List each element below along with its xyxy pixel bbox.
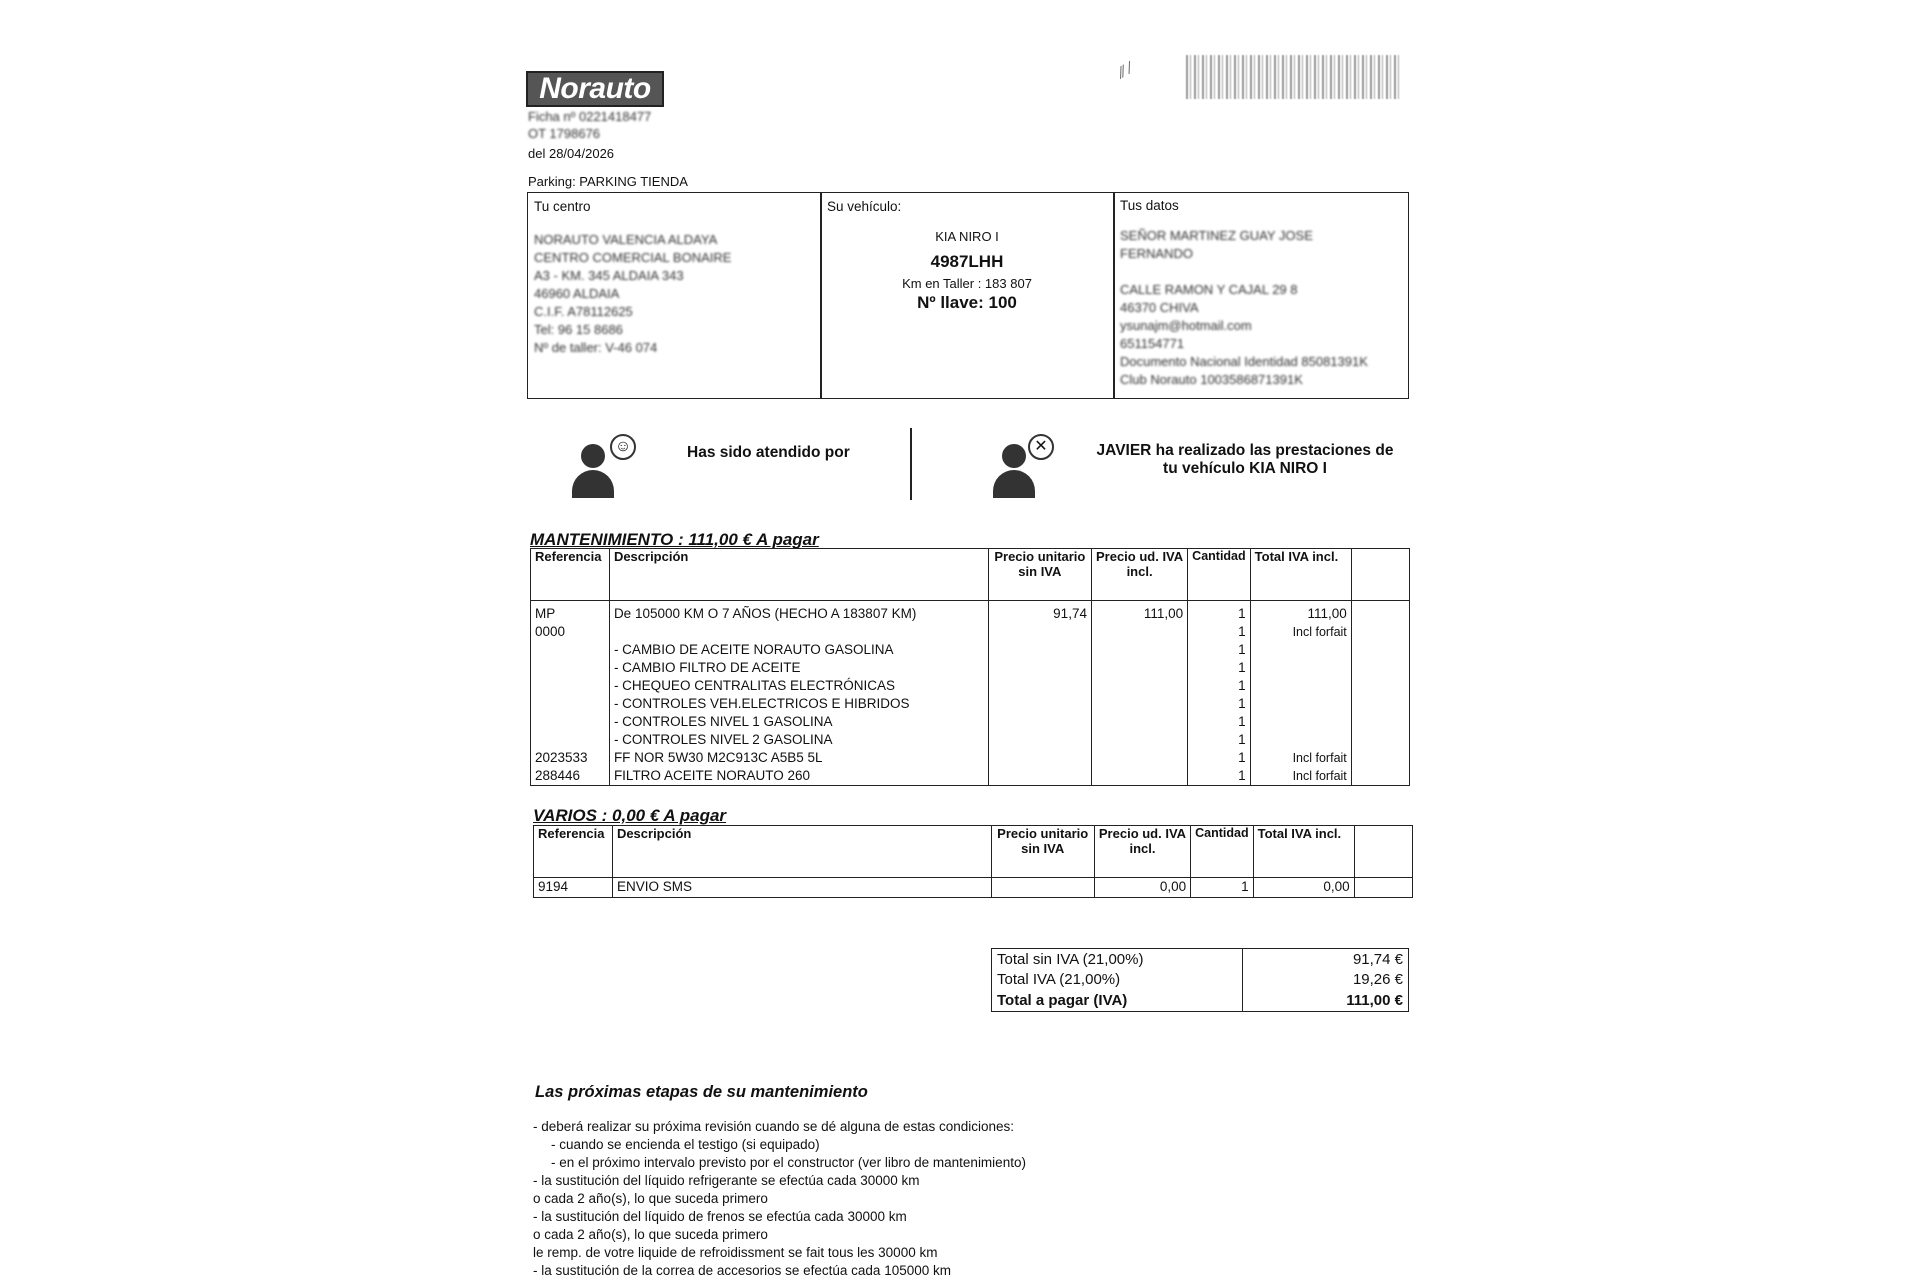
invoice-date: del 28/04/2026: [528, 146, 615, 161]
col-precio-iva: Precio ud. IVA incl.: [1091, 549, 1187, 601]
attended-by-label: Has sido atendido por: [687, 444, 850, 461]
next-steps-text: - deberá realizar su próxima revisión cuando se dé alguna de estas condiciones: - cuando se encienda el testigo (si equipado) - en el próximo intervalo previsto por el constructor (ver libro de mantenimiento) - la sustitución del líquido refrigerante se efectúa cada 30000 km o cada 2 año(s), lo que suceda primero - la sustitución del líquido de frenos se efectúa cada 30000 km o cada 2 año(s), lo que suceda primero le remp. de votre liquide de refroidissment se fait tous les 30000 km - la sustitución de la correa de accesorios se efectúa cada 105000 km: [533, 1119, 1026, 1278]
table-row: 2023533 FF NOR 5W30 M2C913C A5B5 5L 1 Incl forfait: [531, 749, 1410, 767]
key-number: Nº llave: 100: [917, 293, 1017, 312]
norauto-logo: Norauto: [526, 71, 664, 107]
table-row: MP De 105000 KM O 7 AÑOS (HECHO A 183807 KM) 91,74 111,00 1 111,00: [531, 601, 1410, 624]
varios-title: VARIOS : 0,00 € A pagar: [533, 806, 727, 825]
centro-address: NORAUTO VALENCIA ALDAYA CENTRO COMERCIAL BONAIRE A3 - KM. 345 ALDAIA 343 46960 ALDAIA C.I.F. A78112625 Tel: 96 15 8686 Nº de taller: V-46 074: [534, 232, 732, 355]
parking-label: Parking: PARKING TIENDA: [528, 174, 688, 189]
customer-data: SEÑOR MARTINEZ GUAY JOSE FERNANDO CALLE RAMON Y CAJAL 29 8 46370 CHIVA ysunajm@hotmail.com 651154771 Documento Nacional Identidad 85081391K Club Norauto 1003586871391K: [1120, 228, 1368, 387]
table-row: - CONTROLES NIVEL 1 GASOLINA 1: [531, 713, 1410, 731]
table-row: 0000 1 Incl forfait: [531, 623, 1410, 641]
ficha-number: Ficha nº 0221418477: [528, 109, 652, 124]
table-row: - CONTROLES VEH.ELECTRICOS E HIBRIDOS 1: [531, 695, 1410, 713]
maintenance-table: [530, 548, 1410, 786]
col-precio-sin-iva: Precio unitario sin IVA: [988, 549, 1091, 601]
col-precio-iva: Precio ud. IVA incl.: [1094, 826, 1190, 878]
table-row: - CHEQUEO CENTRALITAS ELECTRÓNICAS 1: [531, 677, 1410, 695]
person-icon: [572, 444, 614, 499]
next-steps-title: Las próximas etapas de su mantenimiento: [535, 1083, 868, 1101]
table-row: - CAMBIO DE ACEITE NORAUTO GASOLINA 1: [531, 641, 1410, 659]
vehicle-plate: 4987LHH: [930, 252, 1004, 271]
varios-table: [533, 825, 1413, 898]
totals-table: [991, 948, 1409, 1012]
tools-icon: ✕: [1028, 434, 1054, 460]
col-precio-sin-iva: Precio unitario sin IVA: [991, 826, 1094, 878]
table-row: - CAMBIO FILTRO DE ACEITE 1: [531, 659, 1410, 677]
vehicle-model: KIA NIRO I: [935, 229, 999, 244]
datos-title: Tus datos: [1120, 198, 1179, 213]
ot-number: OT 1798676: [528, 126, 601, 141]
totals-row: Total a pagar (IVA) 111,00 €: [992, 990, 1409, 1011]
maintenance-title: MANTENIMIENTO : 111,00 € A pagar: [530, 530, 819, 549]
redacted-barcode: [1186, 55, 1400, 99]
col-total: Total IVA incl.: [1250, 549, 1351, 601]
col-cantidad: Cantidad: [1191, 826, 1253, 878]
centro-title: Tu centro: [534, 199, 591, 214]
col-descripcion: Descripción: [612, 826, 991, 878]
divider: [910, 428, 912, 500]
vehicle-km: Km en Taller : 183 807: [902, 276, 1032, 291]
col-referencia: Referencia: [534, 826, 613, 878]
col-cantidad: Cantidad: [1188, 549, 1250, 601]
table-row: 9194 ENVIO SMS 0,00 1 0,00: [534, 878, 1413, 898]
mechanic-text: JAVIER ha realizado las prestaciones de tu vehículo KIA NIRO I: [1096, 442, 1394, 477]
col-total: Total IVA incl.: [1253, 826, 1354, 878]
col-descripcion: Descripción: [609, 549, 988, 601]
col-referencia: Referencia: [531, 549, 610, 601]
table-row: - CONTROLES NIVEL 2 GASOLINA 1: [531, 731, 1410, 749]
scribble-mark: ⁄⁄ ⁄: [1116, 60, 1136, 82]
smiley-icon: ☺: [610, 434, 636, 460]
vehiculo-title: Su vehículo:: [827, 199, 902, 214]
totals-row: Total IVA (21,00%) 19,26 €: [992, 970, 1409, 991]
totals-row: Total sin IVA (21,00%) 91,74 €: [992, 949, 1409, 970]
info-box: [527, 192, 1409, 399]
table-row: 288446 FILTRO ACEITE NORAUTO 260 1 Incl forfait: [531, 767, 1410, 786]
